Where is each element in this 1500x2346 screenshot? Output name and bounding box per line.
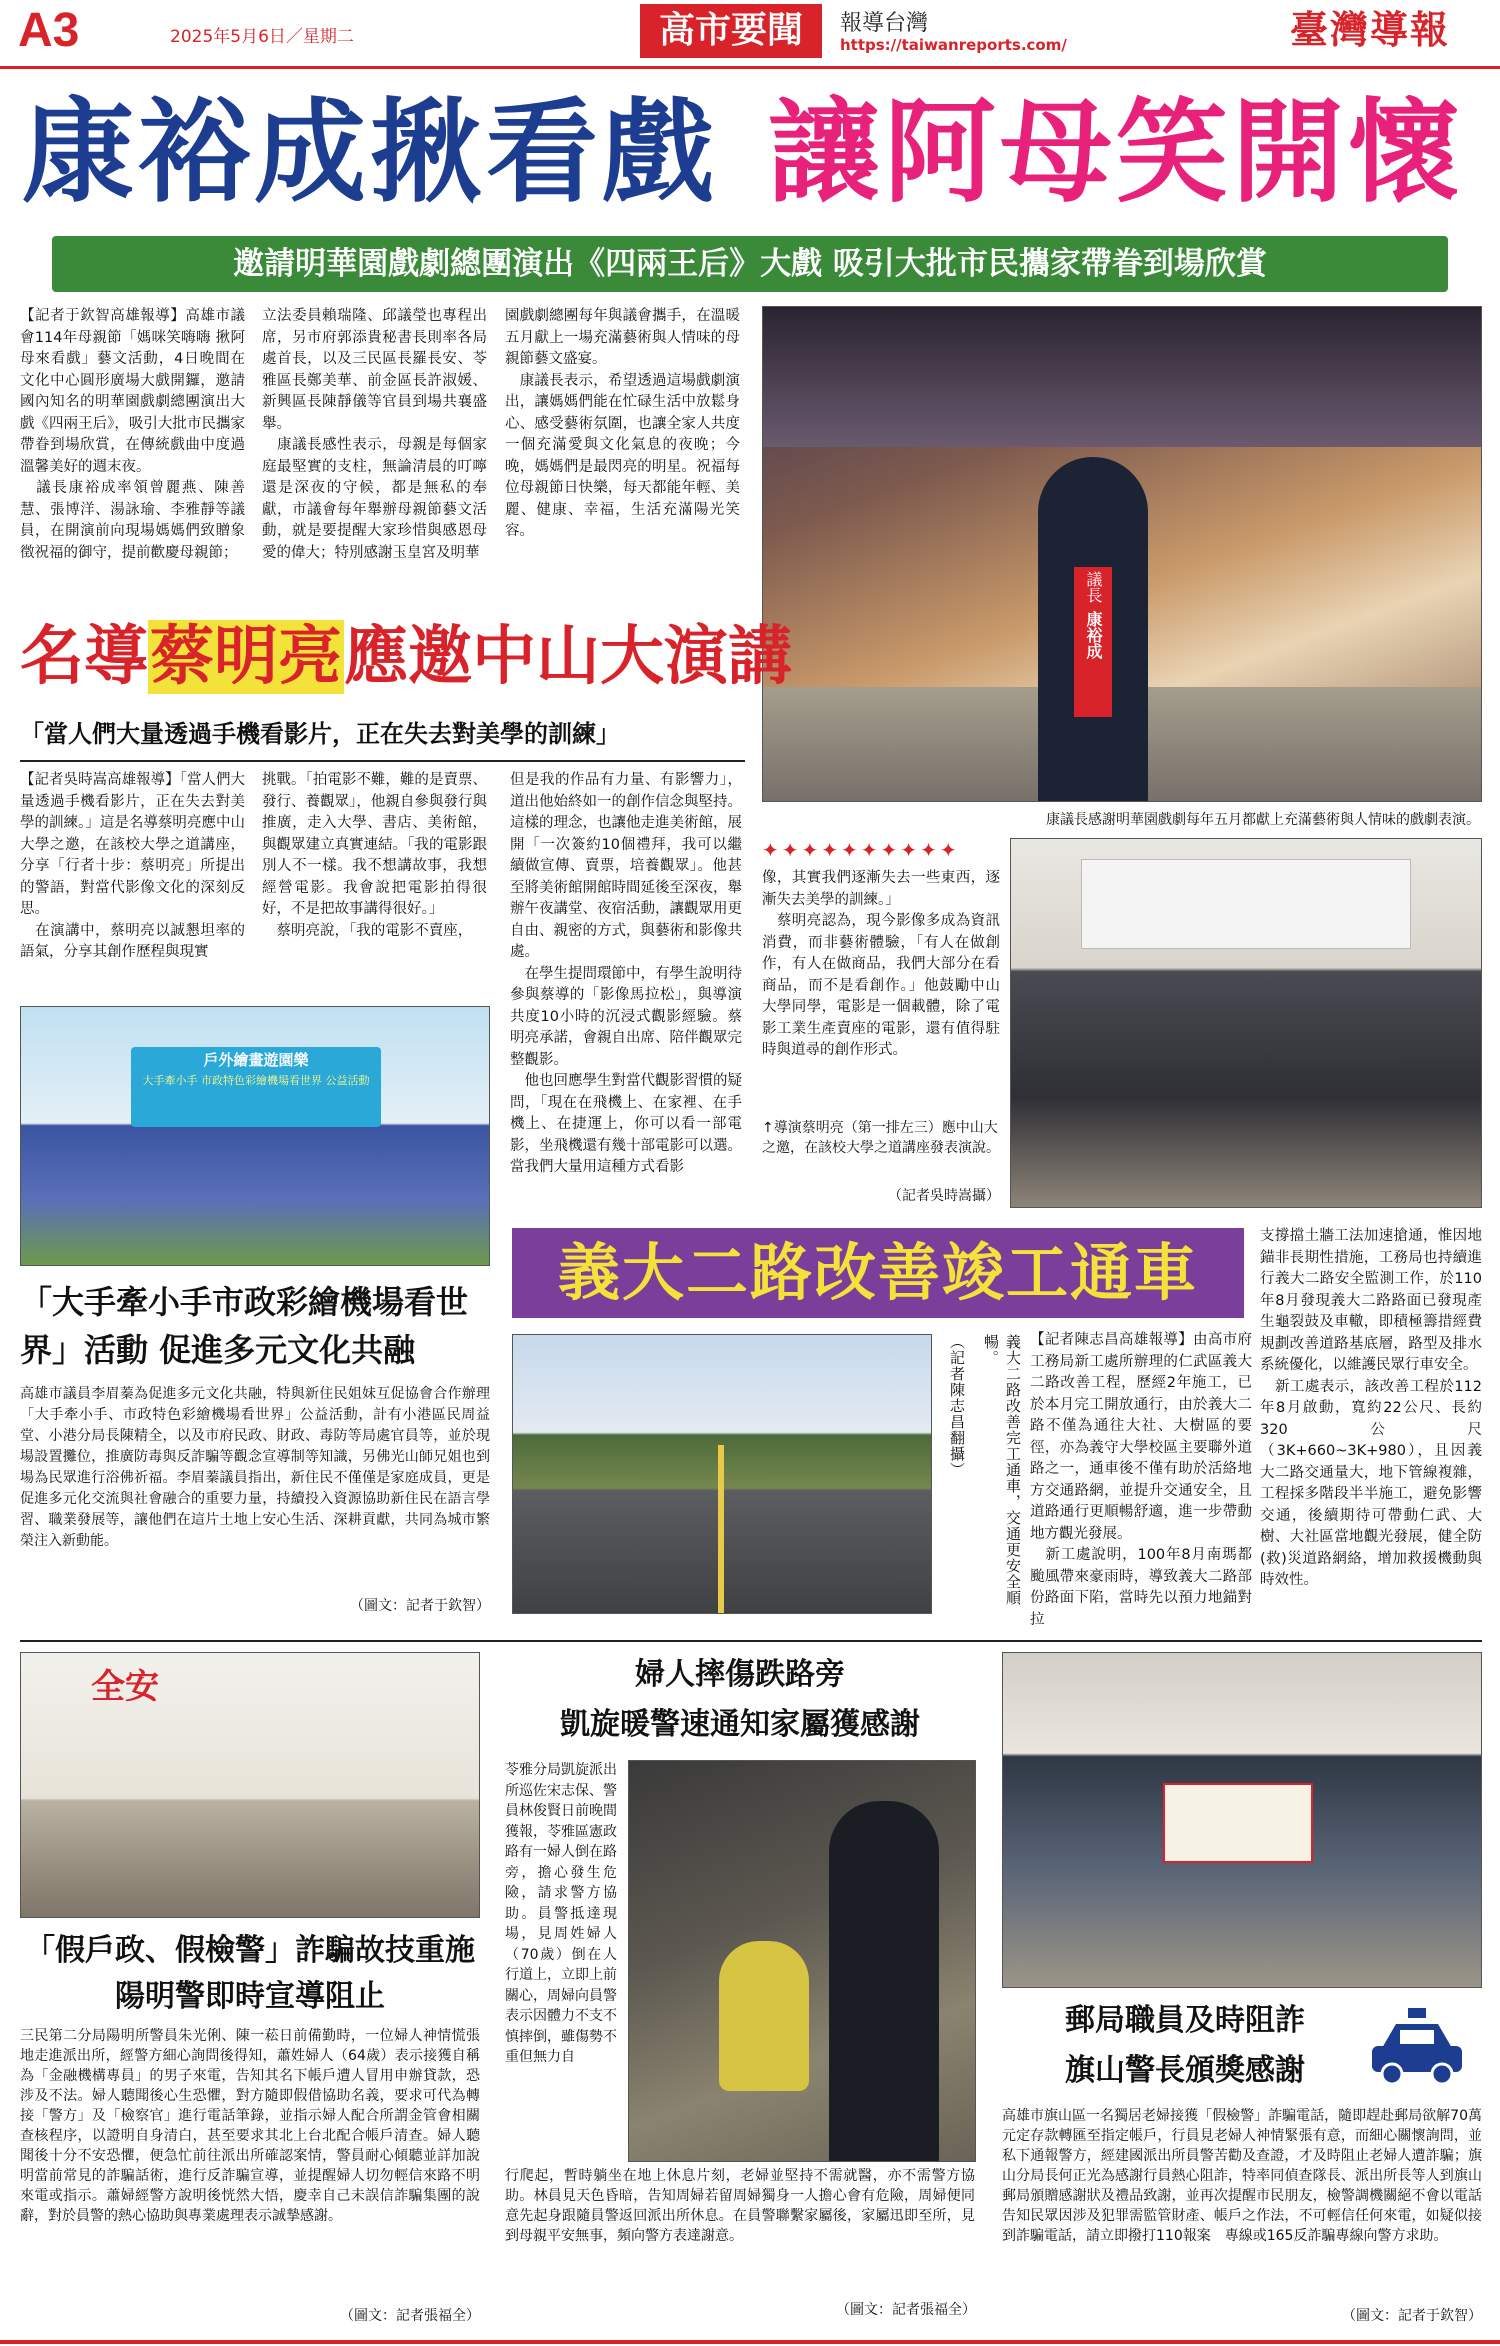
woman-figure	[719, 1941, 809, 2091]
lecture-headline-b: 蔡明亮	[150, 620, 342, 694]
footer-rule	[0, 2340, 1500, 2344]
fall-headline-2: 凱旋暖警速通知家屬獲感謝	[560, 1707, 920, 1742]
road-photo	[512, 1334, 932, 1614]
fraud2-headline-1: 郵局職員及時阻詐	[1065, 2003, 1305, 2038]
fall-credit: （圖文：記者張福全）	[836, 2302, 976, 2318]
road-headline-box	[512, 1228, 1244, 1318]
main-subhead-text: 邀請明華園戲劇總團演出《四兩王后》大戲 吸引大批市民攜家帶眷到場欣賞	[233, 246, 1267, 282]
lecture-col-2: 挑戰。「拍電影不難，難的是賣票、發行、養觀眾」，他親自參與發行與推廣，走入大學、書店、美術館，與觀眾建立真實連結。「我的電影跟別人不一樣。我不想講故事，我想經營電影。我會說把電影拍得很好，不是把故事講得很好。」 蔡明亮說，「我的電影不賣座，	[262, 772, 487, 939]
lecture-col-3: 但是我的作品有力量、有影響力」，道出他始終如一的創作信念與堅持。這樣的理念，也讓他走進美術館，展開「一次簽約10個禮拜，我可以繼續做宣傳、賣票，培養觀眾」。他甚至將美術館開館時間延後至深夜，舉辦午夜講堂、夜宿活動，讓觀眾用更自由、親密的方式，與藝術和影像共處。 在學生提問環節中，有學生說明待參與蔡導的「影像馬拉松」，與導演共度10小時的沉浸式觀影經驗。蔡明亮承諾，會親自出席、陪伴觀眾完整觀影。 他也回應學生對當代觀影習慣的疑問，「現在在飛機上、在家裡、在手機上、在捷運上，你可以看一部電影，坐飛機還有幾十部電影可以選。當我們大量用這種方式看影	[510, 772, 742, 1175]
airport-body: 高雄市議員李眉蓁為促進多元文化共融，特與新住民姐妹互促協會合作辦理「大手牽小手、市政特色彩繪機場看世界」公益活動，計有小港區民周益堂、小港分局長陳精全，以及市府民政、財政、毒防等局處官員等，並於現場設置攤位，推廣防毒與反詐騙等觀念宣導制等知識，另佛光山師兄姐也到場為民眾進行浴佛祈福。李眉蓁議員指出，新住民不僅僅是家庭成員，更是促進多元化交流與社會融合的重要力量，持續投入資源協助新住民在語言學習、職業發展等，讓他們在這片土地上安心生活、深耕貢獻，共同為城市繁榮注入新動能。	[20, 1386, 490, 1549]
airport-event-photo	[20, 1006, 490, 1266]
masthead	[0, 0, 1500, 70]
road-lane-line	[718, 1445, 724, 1614]
section-title-text: 高市要聞	[658, 10, 803, 51]
speaker-figure	[1038, 457, 1148, 802]
event-banner-line-2: 大手牽小手 市政特色彩繪機場看世界 公益活動	[142, 1074, 370, 1087]
fraud1-headline: 「假戶政、假檢警」詐騙故技重施 陽明警即時宣導阻止	[25, 1933, 475, 2014]
lecture-photo-credit: （記者吳時嵩攝）	[888, 1188, 1000, 1204]
lecture-photo-caption: ↑導演蔡明亮（第一排左三）應中山大之邀，在該校大學之道講座發表演說。	[762, 1120, 1000, 1156]
lecture-screen	[1081, 859, 1411, 949]
lecture-quote: 「當人們大量透過手機看影片，正在失去對美學的訓練」	[20, 720, 620, 748]
station-sign: 全安	[91, 1667, 159, 1707]
section-divider	[20, 1640, 1482, 1642]
main-headline-right: 讓阿母笑開懷	[768, 88, 1464, 218]
header-rule	[0, 66, 1500, 69]
road-col-2: 支撐擋土牆工法加速搶通，惟因地錨非長期性措施，工務局也持續進行義大二路安全監測工作，於110年8月發現義大二路路面已發現產生龜裂鼓及車轍，即積極籌措經費規劃改善道路基底層，路型及排水系統優化，以維護民眾行車安全。 新工處表示，該改善工程於112年8月啟動，寬約22公尺、長約320公尺（3K+660~3K+980），且因義大二路交通量大，地下管線複雜，工程採多階段半半施工，避免影響交通，後續期待可帶動仁武、大樹、大社區當地觀光發展，健全防(救)災道路網絡，增加救援機動與時效性。	[1260, 1228, 1482, 1588]
airport-headline: 「大手牽小手市政彩繪機場看世界」活動 促進多元文化共融	[20, 1283, 469, 1369]
police-station-photo	[20, 1652, 480, 1918]
outlet-url[interactable]: https://taiwanreports.com/	[840, 36, 1067, 54]
post-office-photo	[1002, 1652, 1482, 1988]
event-banner	[131, 1047, 381, 1127]
main-headline-left: 康裕成揪看戲	[22, 88, 718, 218]
main-col-3: 園戲劇總團每年與議會攜手，在溫暖五月獻上一場充滿藝術與人情味的母親節藝文盛宴。 康議長表示，希望透過這場戲劇演出，讓媽媽們能在忙碌生活中放鬆身心、感受藝術氛圍，也讓全家人共度一個充滿愛與文化氣息的夜晚；今晚，媽媽們是最閃亮的明星。祝福每位母親節日快樂，每天都能年輕、美麗、健康、幸福，生活充滿陽光笑容。	[505, 308, 740, 539]
main-col-1: 【記者于欽智高雄報導】高雄市議會114年母親節「媽咪笑嗨嗨 揪阿母來看戲」藝文活動，4日晚間在文化中心圓形廣場大戲開鑼，邀請國內知名的明華園戲劇總團演出大戲《四兩王后》，吸引大批市民攜家帶眷到場欣賞，在傳統戲曲中度過溫馨美好的週末夜。 議長康裕成率領曾麗燕、陳善慧、張博洋、湯詠瑜、李雅靜等議員，在開演前向現場媽媽們致贈象徵祝福的御守，提前歡慶母親節；	[20, 308, 245, 561]
sash-label-2: 康裕成	[1084, 611, 1103, 659]
opera-stage-backdrop	[763, 307, 1482, 447]
fraud2-headline-2: 旗山警長頒獎感謝	[1065, 2053, 1305, 2088]
road-headline: 義大二路改善竣工通車	[557, 1236, 1198, 1309]
event-banner-line-1: 戶外繪畫遊園樂	[203, 1051, 309, 1069]
issue-date: 2025年5月6日／星期二	[170, 27, 354, 47]
main-subhead	[52, 236, 1448, 292]
sash-label-1: 議長	[1084, 571, 1103, 603]
section-title	[640, 4, 822, 58]
road-col-1: 【記者陳志昌高雄報導】由高市府工務局新工處所辦理的仁武區義大二路改善工程，歷經2年施工，已於本月完工開放通行，由於義大二路不僅為通往大社、大樹區的要徑，亦為義守大學校區主要聯外道路之一，通車後不僅有助於活絡地方交通路網，並提升交通安全，且道路通行更順暢舒適，進一步帶動地方觀光發展。 新工處說明，100年8月南瑪都颱風帶來豪雨時，導致義大二路部份路面下陷，當時先以預力地錨對拉	[1030, 1332, 1252, 1628]
speaker-sash	[1074, 567, 1112, 717]
fraud2-headline-box	[1002, 1996, 1482, 2100]
lecture-col-1: 【記者吳時嵩高雄報導】「當人們大量透過手機看影片，正在失去對美學的訓練。」這是名導蔡明亮應中山大學之邀，在該校大學之道講座，分享「行者十步：蔡明亮」所提出的警語，對當代影像文化的深刻反思。 在演講中，蔡明亮以誠懇坦率的語氣，分享其創作歷程與現實	[20, 772, 245, 960]
brand-logo: 臺灣導報	[1290, 7, 1451, 52]
opera-photo-caption: 康議長感謝明華園戲劇每年五月都獻上充滿藝術與人情味的戲劇表演。	[1046, 812, 1480, 828]
fraud2-credit: （圖文：記者于欽智）	[1342, 2308, 1482, 2324]
lecture-group-photo	[1010, 838, 1482, 1208]
outlet-name: 報導台灣	[840, 11, 929, 36]
main-col-2: 立法委員賴瑞隆、邱議瑩也專程出席，另市府郭添貴秘書長則率各局處首長，以及三民區長羅長安、苓雅區長鄭美華、前金區長許淑媛、新興區長陳靜儀等官員到場共襄盛舉。 康議長感性表示，母親是每個家庭最堅實的支柱，無論清晨的叮嚀還是深夜的守候，都是無私的奉獻，市議會每年舉辦母親節藝文活動，就是要提醒大家珍惜與感恩母愛的偉大；特別感謝玉皇宮及明華	[262, 308, 487, 561]
fraud2-body: 高雄市旗山區一名獨居老婦接獲「假檢警」詐騙電話，隨即趕赴郵局欲解70萬元定存款轉匯至指定帳戶，行員見老婦人神情緊張有意，而細心關懷詢問，並私下通報警方，經建國派出所員警苦勸及查證，才及時阻止老婦人遭詐騙；旗山分局長何正光為感謝行員熱心阻詐，特率同偵查隊長、派出所長等人到旗山郵局頒贈感謝狀及禮品致謝，並再次提醒市民朋友，檢警調機關絕不會以電話告知民眾因涉及犯罪需監管財產、帳戶之作法，不可輕信任何來電，如疑似接到詐騙電話，請立即撥打110報案 專線或165反詐騙專線向警方求助。	[1002, 2108, 1482, 2244]
officer-figure	[829, 1801, 939, 2162]
fraud1-credit: （圖文：記者張福全）	[340, 2308, 480, 2324]
fraud1-body: 三民第二分局陽明所警員朱光俐、陳一菘日前備勤時，一位婦人神情慌張地走進派出所，經警方細心詢問後得知，蕭姓婦人（64歲）表示接獲自稱為「金融機構專員」的男子來電，告知其名下帳戶遭人冒用申辦貸款，恐涉及不法。婦人聽聞後心生恐懼，對方隨即假借協助名義，要求可代為轉接「警方」及「檢察官」進行電話筆錄，並指示婦人配合所謂金管會相關查核程序，以證明自身清白，甚至要求其北上台北配合帳戶清查。婦人聽聞後十分不安恐懼，便急忙前往派出所確認案情，警員耐心傾聽並詳加說明當前常見的詐騙話術，進行反詐騙宣導，並提醒婦人切勿輕信來路不明來電或指示。蕭婦經警方說明後恍然大悟，慶幸自己未誤信詐騙集團的說辭，對於員警的熱心協助與專業處理表示誠摯感謝。	[20, 2028, 480, 2224]
opera-photo	[762, 306, 1482, 802]
lecture-col-4: 像，其實我們逐漸失去一些東西，逐漸失去美學的訓練。」 蔡明亮認為，現今影像多成為資訊消費，而非藝術體驗，「有人在做創作，有人在做商品，我們大部分在看商品，而不是看創作。」他鼓勵中山大學同學，電影是一個載體，除了電影工業生產賣座的電影，還有值得駐時與道尋的創作形式。	[762, 870, 1000, 1058]
road-photo-credit: （記者陳志昌翻攝）	[948, 1334, 966, 1478]
award-board	[1163, 1783, 1313, 1863]
lecture-headline	[20, 608, 792, 706]
police-car-icon	[1362, 2002, 1472, 2094]
fall-headline-1: 婦人摔傷跌路旁	[635, 1657, 845, 1692]
fall-col-wide: 行爬起，暫時躺坐在地上休息片刻，老婦並堅持不需就醫，亦不需警方協助。林員見天色昏暗，告知周婦若留周婦獨身一人擔心會有危險，周婦便同意先起身跟隨員警返回派出所休息。在員警聯繫家屬後，家屬迅即至所，見到母親平安無事，頻向警方表達謝意。	[505, 2168, 975, 2244]
lecture-stars: ✦✦✦✦✦✦✦✦✦✦	[762, 838, 960, 862]
lecture-quote-rule	[20, 760, 745, 762]
fall-col-narrow: 苓雅分局凱旋派出所巡佐宋志保、警員林俊賢日前晚間獲報，苓雅區憲政路有一婦人倒在路旁，擔心發生危險，請求警方協助。員警抵達現場，見周姓婦人（70歲）倒在人行道上，立即上前關心，周婦向員警表示因體力不支不慎摔倒，雖傷勢不重但無力自	[505, 1762, 617, 2065]
airport-credit: （圖文：記者于欽智）	[350, 1598, 490, 1614]
lecture-headline-a: 名導	[20, 620, 148, 694]
page-number: A3	[18, 4, 80, 57]
road-photo-caption: 義大二路改善完工通車，交通更安全順暢。	[982, 1334, 1022, 1606]
fall-photo	[628, 1760, 976, 2162]
lecture-headline-c: 應邀中山大演講	[344, 620, 792, 694]
